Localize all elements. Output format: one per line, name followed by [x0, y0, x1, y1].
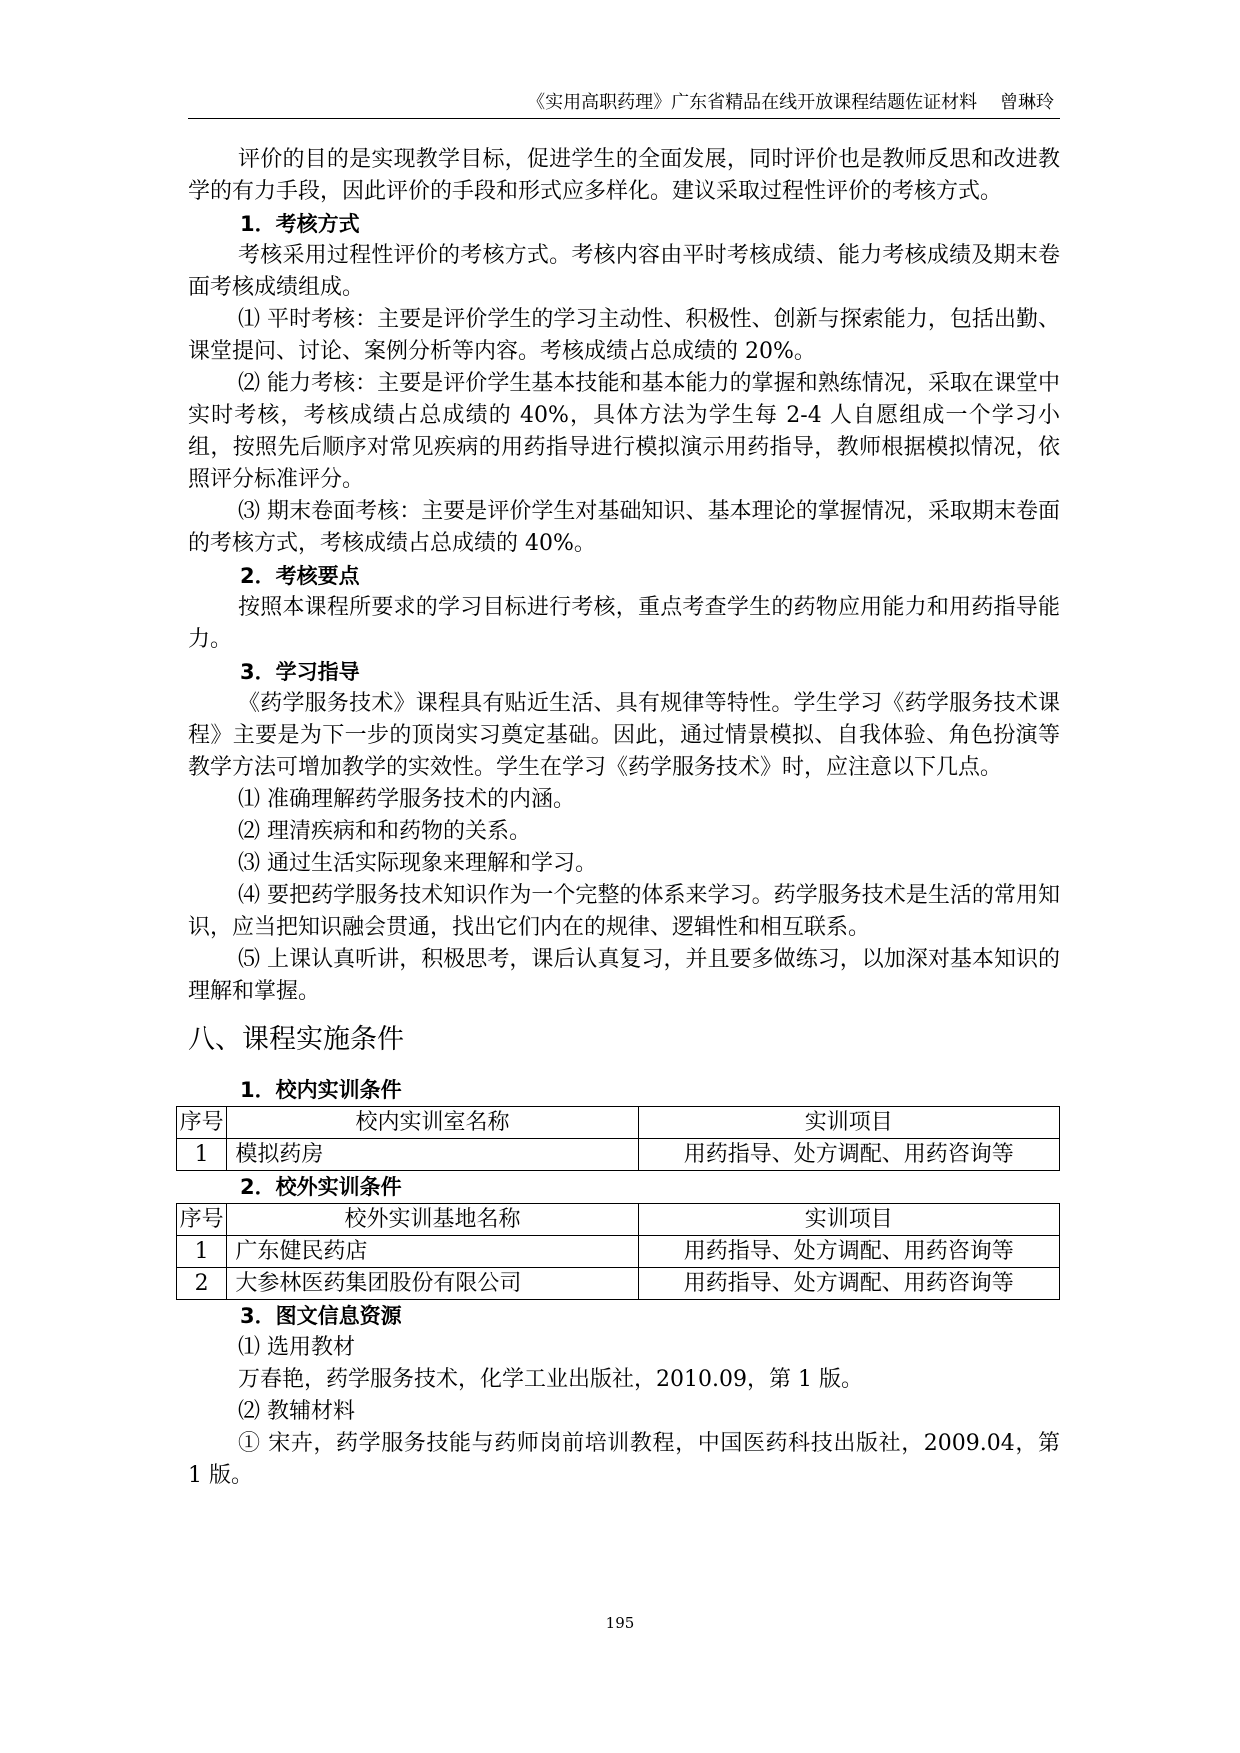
table-header-cell: 序号	[177, 1107, 227, 1139]
chapter-heading: 八、课程实施条件	[188, 1024, 404, 1055]
table-cell: 用药指导、处方调配、用药咨询等	[638, 1139, 1059, 1171]
table-row	[177, 1268, 1060, 1300]
assessment-points-text: 按照本课程所要求的学习目标进行考核，重点考查学生的药物应用能力和用药指导能力。	[188, 595, 1060, 652]
assessment-item: ⑵ 能力考核：主要是评价学生基本技能和基本能力的掌握和熟练情况，采取在课堂中实时考核，考核成绩占总成绩的 40%，具体方法为学生每 2-4 人自愿组成一个学习小组，按照先后顺序对常见疾病的用药指导进行模拟演示用药指导，教师根据模拟情况，依照评分标准评分。	[188, 371, 1060, 492]
section-heading-assessment-method: 1．考核方式	[240, 212, 360, 236]
section-heading-study-guide: 3．学习指导	[240, 660, 360, 684]
table-header-cell: 校外实训基地名称	[227, 1204, 638, 1236]
assessment-item: ⑶ 期末卷面考核：主要是评价学生对基础知识、基本理论的掌握情况，采取期末卷面的考核方式，考核成绩占总成绩的 40%。	[188, 499, 1060, 556]
page-header	[188, 86, 1060, 119]
section-heading-resources: 3．图文信息资源	[240, 1304, 402, 1328]
header-text: 《实用高职药理》广东省精品在线开放课程结题佐证材料 曾琳玲	[527, 92, 1054, 113]
table-cell: 1	[177, 1139, 227, 1171]
page-number: 195	[605, 1614, 635, 1632]
section-heading-assessment-points: 2．考核要点	[240, 564, 360, 588]
table-cell: 用药指导、处方调配、用药咨询等	[638, 1268, 1059, 1300]
external-training-table	[176, 1203, 1060, 1300]
table-header-cell: 实训项目	[638, 1107, 1059, 1139]
page-content	[179, 144, 1060, 1492]
textbook-reference: 万春艳，药学服务技术，化学工业出版社，2010.09，第 1 版。	[238, 1367, 863, 1392]
table-cell: 大参林医药集团股份有限公司	[227, 1268, 638, 1300]
table-header-row	[177, 1204, 1060, 1236]
table-cell: 1	[177, 1236, 227, 1268]
section-heading-external-training: 2．校外实训条件	[240, 1175, 402, 1199]
assessment-item: ⑴ 平时考核：主要是评价学生的学习主动性、积极性、创新与探索能力，包括出勤、课堂提问、讨论、案例分析等内容。考核成绩占总成绩的 20%。	[188, 307, 1060, 364]
table-cell: 用药指导、处方调配、用药咨询等	[638, 1236, 1059, 1268]
study-guide-item: ⑷ 要把药学服务技术知识作为一个完整的体系来学习。药学服务技术是生活的常用知识，应当把知识融会贯通，找出它们内在的规律、逻辑性和相互联系。	[188, 883, 1060, 940]
table-header-row	[177, 1107, 1060, 1139]
resources-subheading: ⑵ 教辅材料	[238, 1399, 355, 1424]
table-header-cell: 实训项目	[638, 1204, 1059, 1236]
intro-paragraph: 评价的目的是实现教学目标，促进学生的全面发展，同时评价也是教师反思和改进教学的有力手段，因此评价的手段和形式应多样化。建议采取过程性评价的考核方式。	[188, 147, 1060, 204]
table-row	[177, 1139, 1060, 1171]
table-row	[177, 1236, 1060, 1268]
table-cell: 广东健民药店	[227, 1236, 638, 1268]
resources-subheading: ⑴ 选用教材	[238, 1335, 355, 1360]
study-guide-text: 《药学服务技术》课程具有贴近生活、具有规律等特性。学生学习《药学服务技术课程》主要是为下一步的顶岗实习奠定基础。因此，通过情景模拟、自我体验、角色扮演等教学方法可增加教学的实效性。学生在学习《药学服务技术》时，应注意以下几点。	[188, 691, 1060, 780]
study-guide-item: ⑵ 理清疾病和和药物的关系。	[238, 819, 531, 844]
assessment-method-text: 考核采用过程性评价的考核方式。考核内容由平时考核成绩、能力考核成绩及期末卷面考核成绩组成。	[188, 243, 1060, 300]
study-guide-item: ⑶ 通过生活实际现象来理解和学习。	[238, 851, 597, 876]
table-cell: 模拟药房	[227, 1139, 638, 1171]
study-guide-item: ⑸ 上课认真听讲，积极思考，课后认真复习，并且要多做练习，以加深对基本知识的理解和掌握。	[188, 947, 1060, 1004]
section-heading-internal-training: 1．校内实训条件	[240, 1078, 402, 1102]
table-header-cell: 校内实训室名称	[227, 1107, 638, 1139]
table-header-cell: 序号	[177, 1204, 227, 1236]
internal-training-table	[176, 1106, 1060, 1171]
table-cell: 2	[177, 1268, 227, 1300]
study-guide-item: ⑴ 准确理解药学服务技术的内涵。	[238, 787, 575, 812]
supplementary-reference: ① 宋卉，药学服务技能与药师岗前培训教程，中国医药科技出版社，2009.04，第 1 版。	[188, 1431, 1060, 1488]
